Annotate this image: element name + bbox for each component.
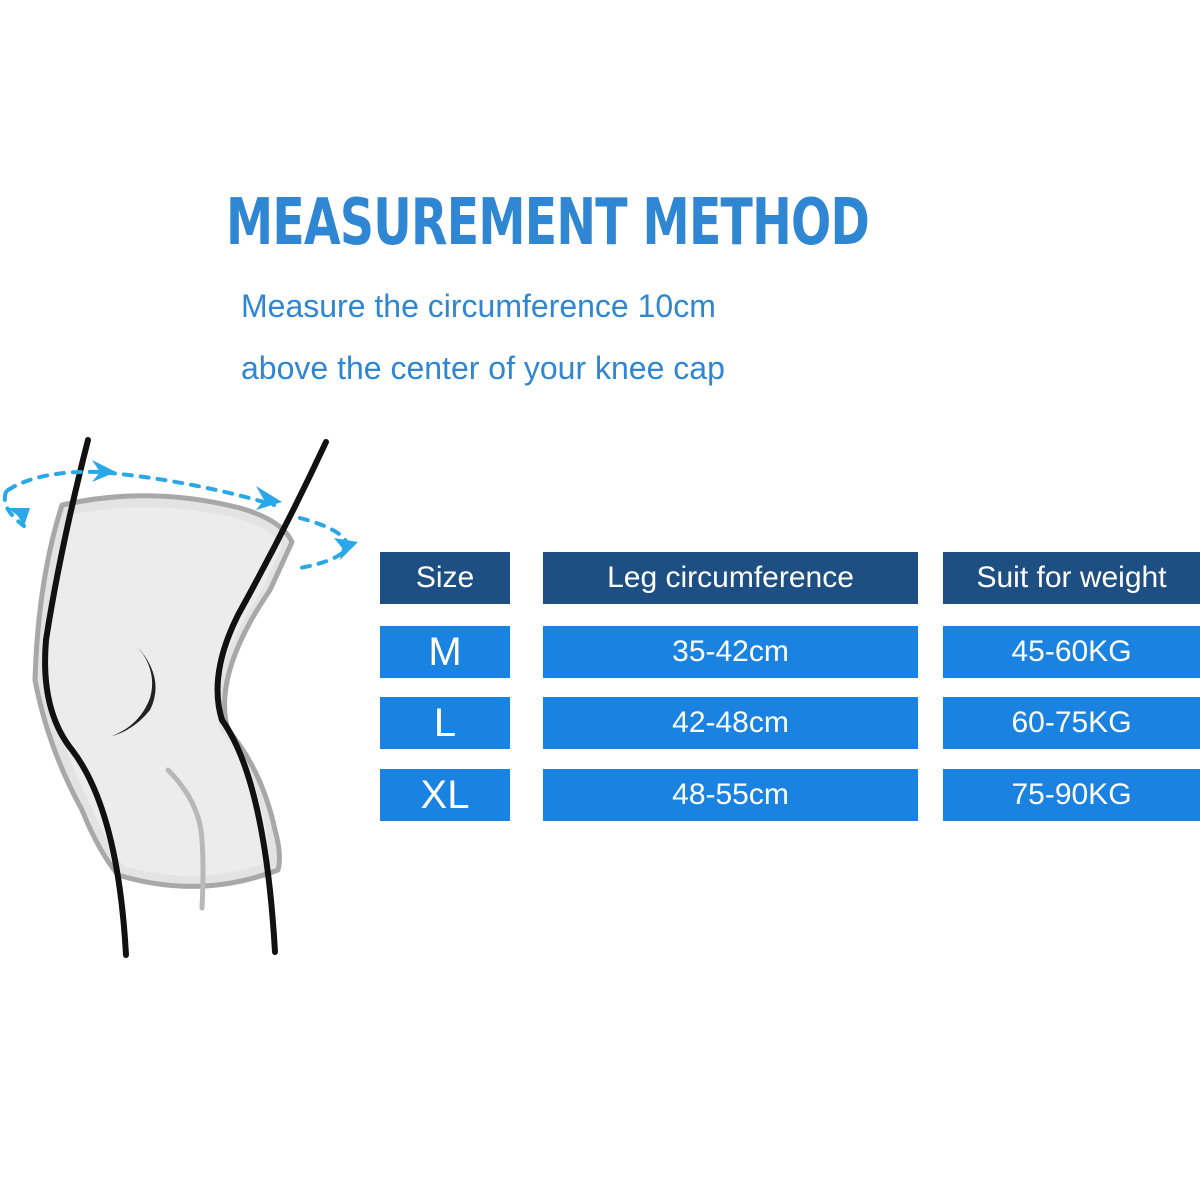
knee-sleeve-sheen <box>48 507 282 876</box>
page-title: MEASUREMENT METHOD <box>226 186 870 260</box>
leg-cell-m: 35-42cm <box>543 626 918 678</box>
instruction-line-1: Measure the circumference 10cm <box>241 288 716 324</box>
weight-cell-m: 45-60KG <box>943 626 1200 678</box>
size-cell-xl: XL <box>380 769 510 821</box>
size-cell-l: L <box>380 697 510 749</box>
weight-cell-xl: 75-90KG <box>943 769 1200 821</box>
leg-circumference-header: Leg circumference <box>543 552 918 604</box>
size-cell-m: M <box>380 626 510 678</box>
instruction-line-2: above the center of your knee cap <box>241 350 725 386</box>
leg-cell-xl: 48-55cm <box>543 769 918 821</box>
knee-illustration-icon <box>0 430 370 970</box>
arrow-right-icon <box>256 486 282 510</box>
size-header: Size <box>380 552 510 604</box>
weight-header: Suit for weight <box>943 552 1200 604</box>
leg-cell-l: 42-48cm <box>543 697 918 749</box>
weight-cell-l: 60-75KG <box>943 697 1200 749</box>
